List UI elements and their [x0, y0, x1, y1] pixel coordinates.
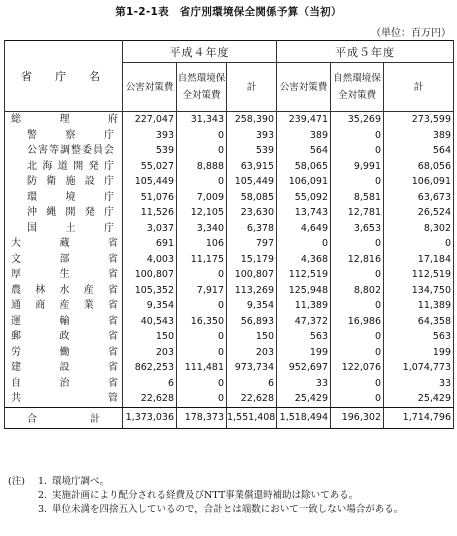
value-cell: 12,816: [331, 252, 384, 268]
value-cell: 0: [331, 376, 384, 392]
ministry-name: 厚生省: [5, 267, 123, 283]
value-cell: 8,581: [331, 190, 384, 206]
value-cell: 3,653: [331, 221, 384, 237]
value-cell: 106,091: [277, 174, 331, 190]
value-cell: 100,807: [227, 267, 277, 283]
ministry-name: 警察庁: [5, 128, 123, 144]
value-cell: 0: [277, 236, 331, 252]
ministry-name: 郵政省: [5, 329, 123, 345]
value-cell: 0: [331, 143, 384, 159]
col-header-total-h4: 計: [227, 63, 277, 112]
value-cell: 203: [123, 345, 177, 361]
value-cell: 0: [331, 174, 384, 190]
value-cell: 393: [123, 128, 177, 144]
value-cell: 4,649: [277, 221, 331, 237]
value-cell: 122,076: [331, 360, 384, 376]
table-row: [5, 298, 454, 314]
value-cell: 9,991: [331, 159, 384, 175]
value-cell: 0: [331, 345, 384, 361]
table-row: [5, 143, 454, 159]
value-cell: 12,105: [177, 205, 227, 221]
value-cell: 7,917: [177, 283, 227, 299]
value-cell: 134,750: [384, 283, 454, 299]
ministry-name: 通商産業省: [5, 298, 123, 314]
table-body: [5, 112, 454, 408]
value-cell: 112,519: [277, 267, 331, 283]
value-cell: 0: [177, 174, 227, 190]
total-cell: 1,518,494: [277, 407, 331, 428]
value-cell: 797: [227, 236, 277, 252]
value-cell: 111,481: [177, 360, 227, 376]
note-line: [8, 489, 453, 503]
value-cell: 564: [384, 143, 454, 159]
table-title: 第1-2-1表 省庁別環境保全関係予算（当初）: [115, 6, 342, 18]
value-cell: 389: [384, 128, 454, 144]
value-cell: 3,340: [177, 221, 227, 237]
table-row: [5, 376, 454, 392]
ministry-name: 自治省: [5, 376, 123, 392]
value-cell: 12,781: [331, 205, 384, 221]
col-header-nature-h4: 自然環境保全対策費: [177, 63, 227, 112]
total-label: 合計: [5, 407, 123, 428]
value-cell: 56,893: [227, 314, 277, 330]
value-cell: 55,027: [123, 159, 177, 175]
value-cell: 0: [177, 298, 227, 314]
value-cell: 25,429: [384, 391, 454, 407]
ministry-name: 大蔵省: [5, 236, 123, 252]
table-row: [5, 329, 454, 345]
ministry-name: 総理府: [5, 112, 123, 128]
col-header-nature-h5: 自然環境保全対策費: [331, 63, 384, 112]
value-cell: 258,390: [227, 112, 277, 128]
value-cell: 47,372: [277, 314, 331, 330]
value-cell: 0: [177, 376, 227, 392]
value-cell: 150: [123, 329, 177, 345]
value-cell: 55,092: [277, 190, 331, 206]
value-cell: 68,056: [384, 159, 454, 175]
value-cell: 8,802: [331, 283, 384, 299]
value-cell: 563: [384, 329, 454, 345]
ministry-name: 運輸省: [5, 314, 123, 330]
ministry-name: 沖縄開発庁: [5, 205, 123, 221]
ministry-name: 農林水産省: [5, 283, 123, 299]
table-row: [5, 267, 454, 283]
note-text: 単位未満を四捨五入しているので，合計とは端数において一致しない場合がある。: [52, 504, 404, 515]
value-cell: 106: [177, 236, 227, 252]
value-cell: 564: [277, 143, 331, 159]
year-header-h4: 平成４年度: [123, 41, 277, 63]
value-cell: 15,179: [227, 252, 277, 268]
value-cell: 64,358: [384, 314, 454, 330]
unit-label: （単位：百万円）: [371, 28, 451, 39]
col-header-pollution-h5: 公害対策費: [277, 63, 331, 112]
value-cell: 393: [227, 128, 277, 144]
value-cell: 1,074,773: [384, 360, 454, 376]
value-cell: 112,519: [384, 267, 454, 283]
value-cell: 0: [177, 128, 227, 144]
value-cell: 6,378: [227, 221, 277, 237]
value-cell: 23,630: [227, 205, 277, 221]
ministry-name: 建設省: [5, 360, 123, 376]
value-cell: 100,807: [123, 267, 177, 283]
value-cell: 0: [177, 391, 227, 407]
value-cell: 31,343: [177, 112, 227, 128]
value-cell: 0: [384, 236, 454, 252]
table-row: [5, 236, 454, 252]
note-index: 3.: [38, 504, 48, 515]
total-cell: 1,373,036: [123, 407, 177, 428]
value-cell: 33: [277, 376, 331, 392]
value-cell: 0: [177, 143, 227, 159]
table-row: [5, 283, 454, 299]
value-cell: 13,743: [277, 205, 331, 221]
ministry-name: 公害等調整委員会: [5, 143, 123, 159]
value-cell: 9,354: [227, 298, 277, 314]
total-row: [5, 407, 454, 428]
value-cell: 0: [331, 267, 384, 283]
value-cell: 0: [331, 329, 384, 345]
value-cell: 691: [123, 236, 177, 252]
total-cell: 178,373: [177, 407, 227, 428]
value-cell: 105,449: [227, 174, 277, 190]
value-cell: 4,003: [123, 252, 177, 268]
value-cell: 58,065: [277, 159, 331, 175]
value-cell: 0: [331, 128, 384, 144]
value-cell: 63,673: [384, 190, 454, 206]
note-text: 実施計画により配分される経費及びNTT事業償還時補助は除いてある。: [52, 490, 359, 501]
notes: [8, 475, 453, 517]
table-row: [5, 190, 454, 206]
value-cell: 0: [331, 236, 384, 252]
ministry-name: 文部省: [5, 252, 123, 268]
total-cell: 1,714,796: [384, 407, 454, 428]
table-row: [5, 391, 454, 407]
col-header-total-h5: 計: [384, 63, 454, 112]
value-cell: 26,524: [384, 205, 454, 221]
ministry-name: 環境庁: [5, 190, 123, 206]
value-cell: 25,429: [277, 391, 331, 407]
value-cell: 389: [277, 128, 331, 144]
note-index: 1.: [38, 476, 48, 487]
value-cell: 4,368: [277, 252, 331, 268]
table-row: [5, 221, 454, 237]
table-row: [5, 252, 454, 268]
note-index: 2.: [38, 490, 48, 501]
value-cell: 33: [384, 376, 454, 392]
table-row: [5, 345, 454, 361]
note-text: 環境庁調べ。: [52, 476, 110, 487]
table-row: [5, 128, 454, 144]
ministry-column-header: 省 庁 名: [5, 41, 123, 112]
value-cell: 16,350: [177, 314, 227, 330]
value-cell: 862,253: [123, 360, 177, 376]
value-cell: 150: [227, 329, 277, 345]
total-cell: 196,302: [331, 407, 384, 428]
value-cell: 8,888: [177, 159, 227, 175]
table-row: [5, 360, 454, 376]
note-line: [8, 475, 453, 489]
value-cell: 105,449: [123, 174, 177, 190]
value-cell: 11,175: [177, 252, 227, 268]
value-cell: 0: [177, 267, 227, 283]
value-cell: 0: [331, 298, 384, 314]
value-cell: 6: [123, 376, 177, 392]
value-cell: 105,352: [123, 283, 177, 299]
ministry-name: 労働省: [5, 345, 123, 361]
value-cell: 22,628: [123, 391, 177, 407]
value-cell: 16,986: [331, 314, 384, 330]
value-cell: 9,354: [123, 298, 177, 314]
value-cell: 199: [384, 345, 454, 361]
value-cell: 11,389: [384, 298, 454, 314]
ministry-name: 北海道開発庁: [5, 159, 123, 175]
table-row: [5, 314, 454, 330]
table-row: [5, 205, 454, 221]
value-cell: 63,915: [227, 159, 277, 175]
value-cell: 8,302: [384, 221, 454, 237]
col-header-pollution-h4: 公害対策費: [123, 63, 177, 112]
value-cell: 40,543: [123, 314, 177, 330]
value-cell: 113,269: [227, 283, 277, 299]
note-line: [8, 503, 453, 517]
value-cell: 563: [277, 329, 331, 345]
value-cell: 125,948: [277, 283, 331, 299]
table-row: [5, 159, 454, 175]
value-cell: 11,526: [123, 205, 177, 221]
table-row: [5, 112, 454, 128]
value-cell: 199: [277, 345, 331, 361]
value-cell: 17,184: [384, 252, 454, 268]
value-cell: 203: [227, 345, 277, 361]
value-cell: 0: [177, 345, 227, 361]
value-cell: 22,628: [227, 391, 277, 407]
value-cell: 539: [227, 143, 277, 159]
value-cell: 106,091: [384, 174, 454, 190]
budget-table: [4, 40, 454, 429]
value-cell: 11,389: [277, 298, 331, 314]
total-cell: 1,551,408: [227, 407, 277, 428]
value-cell: 239,471: [277, 112, 331, 128]
value-cell: 0: [331, 391, 384, 407]
value-cell: 273,599: [384, 112, 454, 128]
year-header-h5: 平成５年度: [277, 41, 454, 63]
value-cell: 35,269: [331, 112, 384, 128]
ministry-name: 防衛施設庁: [5, 174, 123, 190]
value-cell: 51,076: [123, 190, 177, 206]
value-cell: 7,009: [177, 190, 227, 206]
value-cell: 227,047: [123, 112, 177, 128]
value-cell: 973,734: [227, 360, 277, 376]
value-cell: 952,697: [277, 360, 331, 376]
value-cell: 0: [177, 329, 227, 345]
notes-label: (注): [8, 476, 25, 487]
table-row: [5, 174, 454, 190]
value-cell: 539: [123, 143, 177, 159]
value-cell: 3,037: [123, 221, 177, 237]
value-cell: 58,085: [227, 190, 277, 206]
value-cell: 6: [227, 376, 277, 392]
ministry-name: 国土庁: [5, 221, 123, 237]
ministry-name: 共管: [5, 391, 123, 407]
